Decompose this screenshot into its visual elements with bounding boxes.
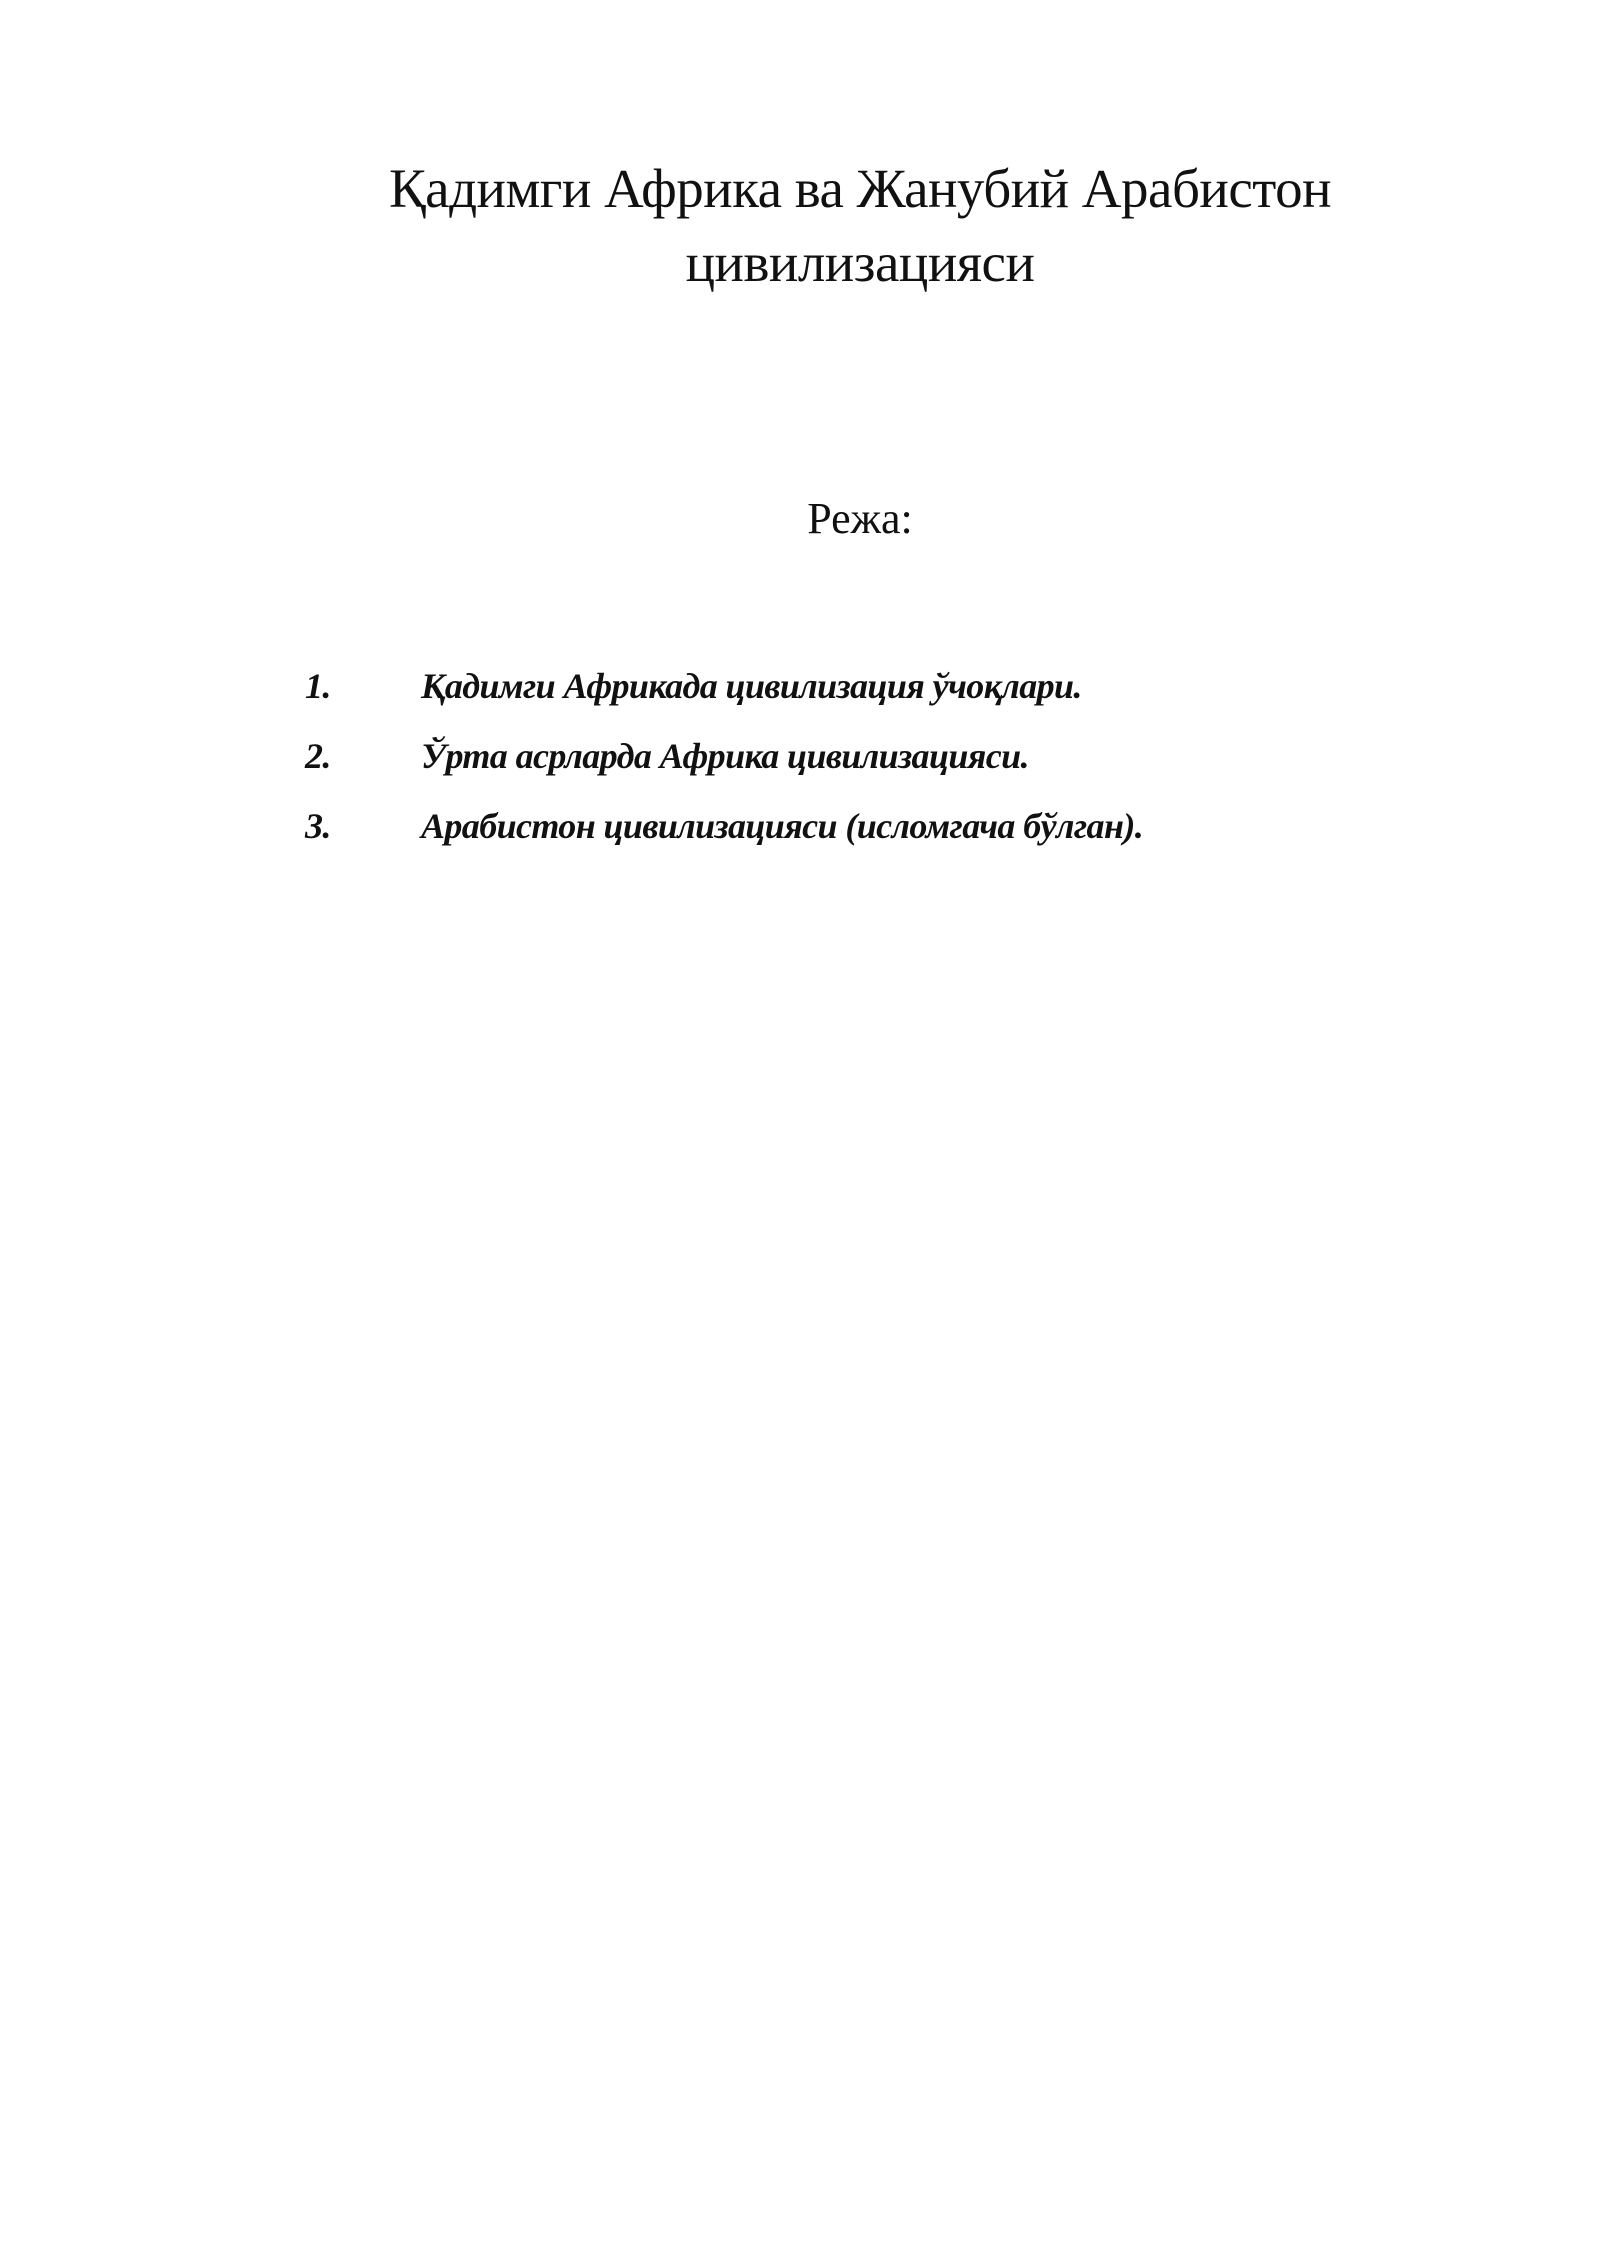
plan-item-number: 3. [305, 806, 331, 846]
plan-item-text: Ўрта асрларда Африка цивилизацияси. [421, 736, 1029, 776]
plan-item-1 [305, 660, 1505, 730]
plan-item-text: Қадимги Африкада цивилизация ўчоқлари. [421, 666, 1082, 706]
plan-item-number: 2. [305, 736, 331, 776]
title-line-2: цивилизацияси [685, 232, 1035, 293]
plan-item-3 [305, 800, 1505, 870]
plan-list [305, 660, 1505, 870]
title-line-1: Қадимги Африка ва Жанубий Арабистон [388, 158, 1332, 219]
plan-item-number: 1. [305, 666, 331, 706]
document-title [300, 152, 1420, 300]
plan-item-text: Арабистон цивилизацияси (исломгача бўлган). [421, 806, 1144, 846]
plan-item-2 [305, 730, 1505, 800]
plan-heading: Режа: [807, 494, 913, 543]
